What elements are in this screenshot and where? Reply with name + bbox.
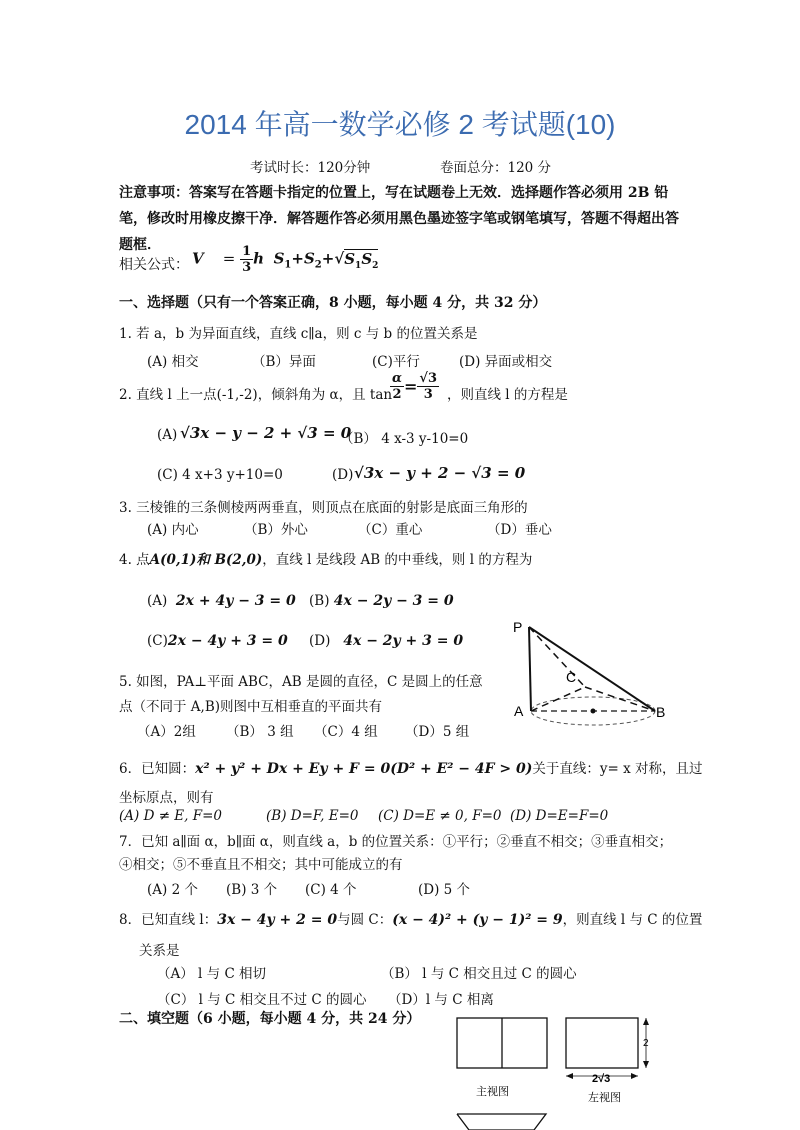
- q8-line2: 关系是: [139, 943, 180, 959]
- q8-option-a: （A） l 与 C 相切: [157, 966, 267, 982]
- section2-heading: 二、填空题（6 小题，每小题 4 分，共 24 分）: [119, 1011, 421, 1027]
- q2-option-c: (C) 4 x+3 y+10=0: [157, 467, 283, 483]
- q7-line1: 7．已知 a∥面 α，b∥面 α，则直线 a，b 的位置关系：①平行；②垂直不相交；③垂直相交；: [119, 834, 673, 850]
- label-p: P: [513, 619, 523, 635]
- exam-notice: 注意事项：答案写在答题卡指定的位置上，写在试题卷上无效．选择题作答必须用 2B 铅笔，修改时用橡皮擦干净．解答题作答必须用黑色墨迹签字笔或钢笔填写，答题不得超出答题框．: [119, 185, 679, 253]
- height-arrow-top: [643, 1018, 649, 1025]
- edge-cb: [585, 687, 655, 711]
- q1-option-d: (D) 异面或相交: [459, 354, 553, 370]
- label-b: B: [656, 704, 666, 720]
- q3-option-d: （D）垂心: [487, 522, 552, 538]
- q7-option-c: (C) 4 个: [305, 882, 357, 898]
- q8-stem: 8．已知直线 l：3x − 4y + 2 = 0与圆 C：(x − 4)² + (y − 1)² = 9，则直线 l 与 C 的位置: [119, 912, 703, 928]
- q5-option-c: （C）4 组: [314, 724, 378, 740]
- q4-option-b: (B) 4x − 2y − 3 = 0: [309, 593, 454, 609]
- q5-option-b: （B） 3 组: [226, 724, 294, 740]
- total-score: 卷面总分：120 分: [440, 160, 552, 176]
- q5-option-d: （D）5 组: [405, 724, 470, 740]
- q3-stem: 3. 三棱锥的三条侧棱两两垂直，则顶点在底面的射影是底面三角形的: [119, 500, 528, 516]
- q3-option-b: （B）外心: [244, 522, 308, 538]
- q2-option-b: （B） 4 x-3 y-10=0: [340, 431, 469, 447]
- edge-ac: [531, 687, 585, 711]
- q6-line2: 坐标原点，则有: [119, 790, 214, 806]
- q1-option-a: (A) 相交: [147, 354, 199, 370]
- label-c: C: [566, 669, 577, 685]
- q1-option-c: (C)平行: [372, 354, 420, 370]
- left-view-label: 左视图: [588, 1092, 621, 1104]
- q4-stem: 4. 点A(0,1)和 B(2,0)，直线 l 是线段 AB 的中垂线，则 l 的方程为: [119, 552, 533, 568]
- q5-line1: 5. 如图，PA⊥平面 ABC，AB 是圆的直径，C 是圆上的任意: [119, 674, 483, 690]
- height-mark: 2: [643, 1038, 649, 1049]
- q4-option-d: (D) 4x − 2y + 3 = 0: [309, 633, 464, 649]
- q4-option-a: (A) 2x + 4y − 3 = 0: [147, 593, 296, 609]
- q6-option-b: (B) D=F, E=0: [266, 808, 359, 824]
- label-a: A: [514, 703, 524, 719]
- q2-tan-formula: $\frac{\alpha}{2}$ = $\frac{√3}{3}$: [392, 371, 438, 402]
- q5-pyramid-figure: [505, 612, 675, 732]
- q6-stem: 6．已知圆：x² + y² + Dx + Ey + F = 0(D² + E² − 4F > 0)关于直线：y= x 对称，且过: [119, 761, 703, 777]
- width-mark: 2√3: [592, 1073, 611, 1085]
- q3-option-c: （C）重心: [358, 522, 423, 538]
- q1-option-b: （B）异面: [252, 354, 316, 370]
- q2-option-a-eq: √3x − y − 2 + √3 = 0: [180, 424, 352, 442]
- edge-pb: [529, 627, 655, 711]
- volume-formula: V = $\frac{1}{3}$ h $S_1+S_2+√S_1S_2$: [192, 244, 379, 275]
- formula-label: 相关公式：: [119, 257, 189, 273]
- q2-stem-b: ，则直线 l 的方程是: [447, 387, 568, 403]
- left-view-rect: [566, 1018, 638, 1068]
- q6-option-a: (A) D ≠ E, F=0: [119, 808, 222, 824]
- section1-heading: 一、选择题（只有一个答案正确，8 小题，每小题 4 分，共 32 分）: [119, 295, 547, 311]
- q8-option-d: （D）l 与 C 相离: [388, 992, 494, 1008]
- q6-option-d: (D) D=E=F=0: [510, 808, 609, 824]
- front-view-label: 主视图: [476, 1086, 509, 1098]
- q2-stem-a: 2. 直线 l 上一点(-1,-2)，倾斜角为 α，且 tan: [119, 387, 393, 403]
- q5-line2: 点（不同于 A,B)则图中互相垂直的平面共有: [119, 699, 383, 715]
- three-view-figure: [450, 1010, 660, 1130]
- edge-pa: [529, 627, 531, 711]
- top-view-partial: [457, 1114, 546, 1130]
- q4-option-c: (C)2x − 4y + 3 = 0: [147, 633, 288, 649]
- q1-stem: 1. 若 a，b 为异面直线，直线 c∥a，则 c 与 b 的位置关系是: [119, 326, 478, 342]
- height-arrow-bottom: [643, 1061, 649, 1068]
- q3-option-a: (A) 内心: [147, 522, 199, 538]
- q5-option-a: （A）2组: [137, 724, 196, 740]
- q7-option-d: (D) 5 个: [418, 882, 471, 898]
- q7-option-a: (A) 2 个: [147, 882, 198, 898]
- q8-option-c: （C） l 与 C 相交且不过 C 的圆心: [157, 992, 367, 1008]
- width-arrow-left: [566, 1073, 573, 1079]
- q8-option-b: （B） l 与 C 相交且过 C 的圆心: [381, 966, 577, 982]
- center-point: [591, 709, 596, 714]
- edge-pc: [529, 627, 585, 687]
- q2-option-a-label: (A): [157, 427, 178, 443]
- exam-time: 考试时长：120分钟: [250, 160, 371, 176]
- q6-option-c: (C) D=E ≠ 0, F=0: [378, 808, 502, 824]
- width-arrow-right: [631, 1073, 638, 1079]
- q2-option-d-label: (D): [332, 467, 354, 483]
- q2-option-d-eq: √3x − y + 2 − √3 = 0: [354, 464, 526, 482]
- q7-line2: ④相交；⑤不垂直且不相交；其中可能成立的有: [119, 857, 403, 873]
- q7-option-b: (B) 3 个: [226, 882, 278, 898]
- page-title: 2014 年高一数学必修 2 考试题(10): [184, 109, 616, 140]
